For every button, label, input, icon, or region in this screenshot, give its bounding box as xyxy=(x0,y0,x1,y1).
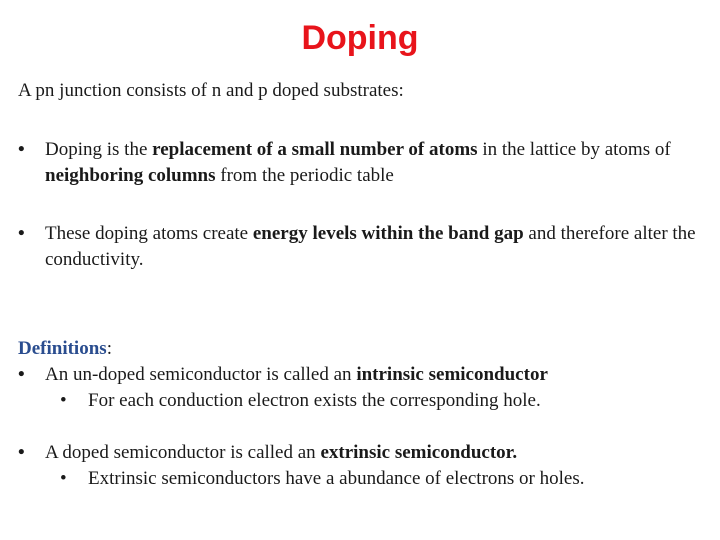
bullet-dot: • xyxy=(18,364,25,385)
sub-bullet-intrinsic xyxy=(60,388,720,414)
sub-bullet-text: For each conduction electron exists the corresponding hole. xyxy=(88,390,541,411)
sub-bullet-dot: • xyxy=(60,468,67,489)
bullet-text: A doped semiconductor is called an extrinsic semiconductor. xyxy=(45,442,518,463)
sub-bullet-text: Extrinsic semiconductors have a abundance of electrons or holes. xyxy=(88,468,585,489)
bullet-dot: • xyxy=(18,442,25,463)
bullet-intrinsic xyxy=(18,362,718,388)
bullet-dot: • xyxy=(18,223,25,244)
sub-bullet-extrinsic xyxy=(60,466,720,492)
definitions-heading: Definitions: xyxy=(18,338,112,359)
sub-bullet-dot: • xyxy=(60,390,67,411)
bullet-extrinsic xyxy=(18,440,718,466)
bullet-energy-levels xyxy=(18,221,718,273)
slide-title: Doping xyxy=(301,19,419,57)
bullet-doping-definition xyxy=(18,137,718,189)
intro-text: A pn junction consists of n and p doped substrates: xyxy=(18,80,404,101)
bullet-dot: • xyxy=(18,139,25,160)
bullet-text: These doping atoms create energy levels within the band gap and therefore alter the conductivity. xyxy=(45,223,696,270)
bullet-text: An un-doped semiconductor is called an intrinsic semiconductor xyxy=(45,364,548,385)
bullet-text: Doping is the replacement of a small number of atoms in the lattice by atoms of neighboring columns from the periodic table xyxy=(45,139,671,186)
